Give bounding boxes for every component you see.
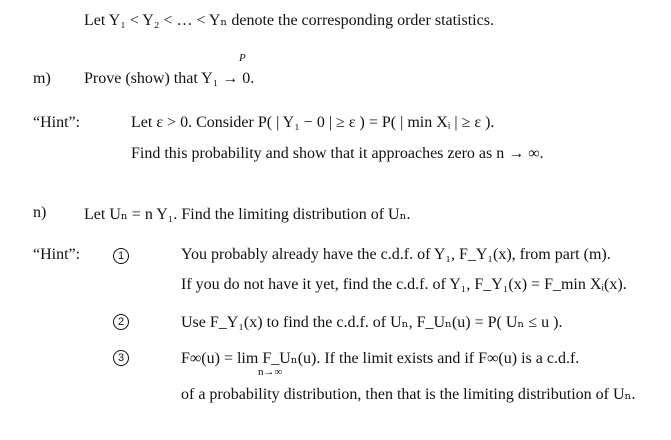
part-m-hint-line2: Find this probability and show that it approaches zero as n → ∞.: [131, 145, 544, 162]
part-m-arrow-label: P: [239, 52, 246, 64]
part-m-statement: Prove (show) that Y₁ → 0.: [84, 70, 255, 87]
part-n-label: n): [33, 204, 47, 221]
step-2-marker: 2: [113, 314, 129, 330]
step-3-marker: 3: [113, 350, 129, 366]
part-n-statement: Let Uₙ = n Y₁. Find the limiting distribution of Uₙ.: [84, 206, 411, 223]
step-3-limit-subscript: n→∞: [258, 366, 283, 378]
part-m-hint-line1: Let ε > 0. Consider P( | Y₁ − 0 | ≥ ε ) = P( | min Xᵢ | ≥ ε ).: [131, 114, 495, 131]
step-3-line2: of a probability distribution, then that is the limiting distribution of Uₙ.: [181, 386, 636, 403]
step-1-line1: You probably already have the c.d.f. of Y₁, F_Y₁(x), from part (m).: [181, 246, 611, 263]
step-1-line2: If you do not have it yet, find the c.d.f. of Y₁, F_Y₁(x) = F_min Xᵢ(x).: [181, 276, 627, 293]
part-m-label: m): [33, 70, 51, 87]
intro-line: Let Y₁ < Y₂ < … < Yₙ denote the corresponding order statistics.: [84, 12, 494, 29]
step-1-marker: 1: [113, 248, 129, 264]
part-n-hint-label: “Hint”:: [33, 246, 81, 263]
part-m-hint-label: “Hint”:: [33, 114, 81, 131]
step-2-line1: Use F_Y₁(x) to find the c.d.f. of Uₙ, F_Uₙ(u) = P( Uₙ ≤ u ).: [181, 314, 563, 331]
step-3-line1: F∞(u) = lim F_Uₙ(u). If the limit exists and if F∞(u) is a c.d.f.: [181, 350, 580, 367]
